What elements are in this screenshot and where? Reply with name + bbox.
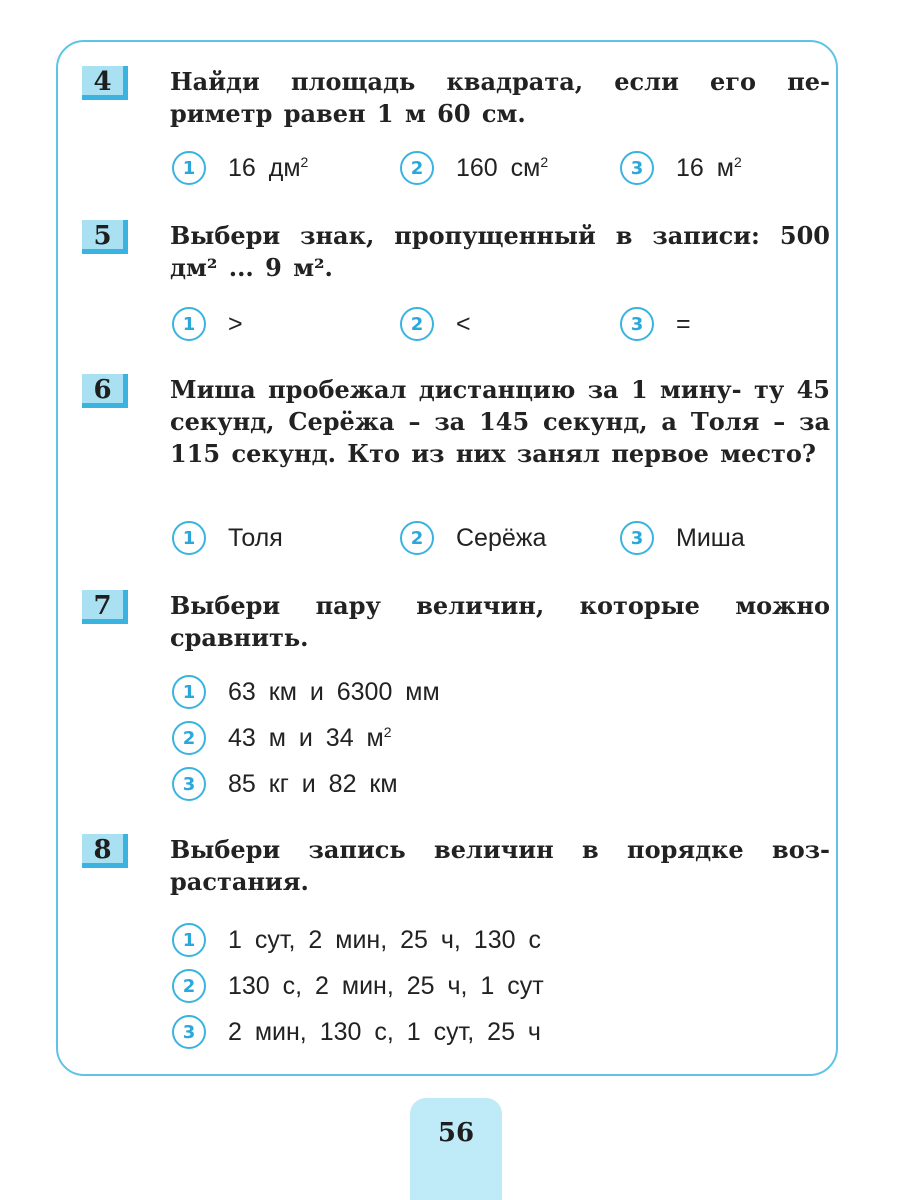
option-1[interactable] [172,304,243,344]
task-number-badge: 4 [82,66,128,100]
task-question: Миша пробежал дистанцию за 1 мину- ту 45 секунд, Серёжа – за 145 секунд, а Толя – за 115 секунд. Кто из них занял первое место? [170,375,830,468]
option-text: Серёжа [456,523,547,552]
option-marker[interactable]: 1 [172,521,206,555]
option-1[interactable] [172,672,440,712]
task-frame [56,40,838,1076]
task-question: Найди площадь квадрата, если его пе- риметр равен 1 м 60 см. [170,67,830,128]
option-1[interactable] [172,518,283,558]
option-text: Толя [228,523,283,552]
page-number: 56 [437,1118,475,1148]
option-marker[interactable]: 2 [400,151,434,185]
options-list [172,672,832,812]
option-marker[interactable]: 3 [172,767,206,801]
option-3[interactable] [620,148,742,188]
option-3[interactable] [620,304,691,344]
option-text: > [228,309,243,338]
option-2[interactable] [172,966,544,1006]
option-marker[interactable]: 1 [172,675,206,709]
option-3[interactable] [172,764,398,804]
task-number-badge: 5 [82,220,128,254]
option-1[interactable] [172,920,541,960]
option-3[interactable] [172,1012,541,1052]
options-row [172,518,832,558]
option-marker[interactable]: 3 [620,151,654,185]
option-marker[interactable]: 2 [400,307,434,341]
option-text: 63 км и 6300 мм [228,677,440,706]
options-row [172,304,832,344]
task-question: Выбери знак, пропущенный в записи: 500 дм² ... 9 м². [170,221,830,282]
option-text: = [676,309,691,338]
task-number-badge: 8 [82,834,128,868]
option-text: 2 мин, 130 с, 1 сут, 25 ч [228,1017,541,1046]
option-1[interactable] [172,148,308,188]
option-2[interactable] [400,304,471,344]
options-row [172,148,832,188]
option-2[interactable] [172,718,392,758]
option-text: < [456,309,471,338]
task-question: Выбери пару величин, которые можно сравнить. [170,591,830,652]
task-number-badge: 7 [82,590,128,624]
option-text: 43 м и 34 $м^2$ [228,723,392,752]
option-marker[interactable]: 1 [172,151,206,185]
task-number-badge: 6 [82,374,128,408]
option-marker[interactable]: 3 [620,521,654,555]
option-marker[interactable]: 1 [172,307,206,341]
page-number-tab [410,1098,502,1200]
option-text: Миша [676,523,745,552]
option-2[interactable] [400,148,548,188]
option-3[interactable] [620,518,745,558]
option-text: 85 кг и 82 км [228,769,398,798]
option-marker[interactable]: 3 [172,1015,206,1049]
options-list [172,920,832,1060]
option-marker[interactable]: 3 [620,307,654,341]
option-marker[interactable]: 2 [172,721,206,755]
option-text: 16 $м^2$ [676,153,742,182]
option-marker[interactable]: 2 [400,521,434,555]
option-marker[interactable]: 2 [172,969,206,1003]
option-2[interactable] [400,518,546,558]
option-text: 160 $см^2$ [456,153,549,182]
option-marker[interactable]: 1 [172,923,206,957]
task-question: Выбери запись величин в порядке воз- растания. [170,835,830,896]
option-text: 1 сут, 2 мин, 25 ч, 130 с [228,925,541,954]
option-text: 130 с, 2 мин, 25 ч, 1 сут [228,971,544,1000]
option-text: 16 $дм^2$ [228,153,309,182]
